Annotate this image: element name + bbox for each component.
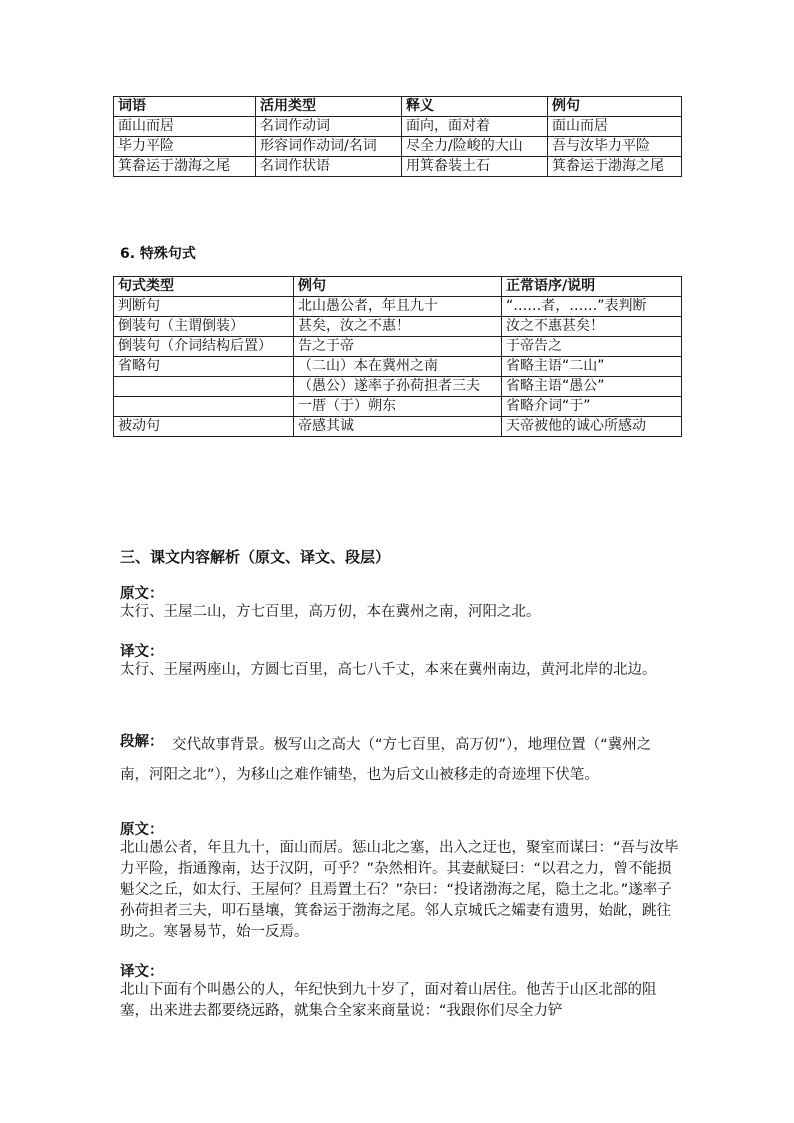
table-cell: 名词作动词 <box>256 117 402 137</box>
table-cell: 用箕畚装土石 <box>402 157 548 177</box>
translation-label: 译文： <box>120 644 164 660</box>
table-cell: 判断句 <box>114 297 294 317</box>
table-cell: 甚矣，汝之不惠！ <box>294 317 502 337</box>
header-cell: 例句 <box>294 277 502 297</box>
table-cell: 箕畚运于渤海之尾 <box>114 157 256 177</box>
table-cell: 面山而居 <box>548 117 682 137</box>
table-cell: 汝之不惠甚矣！ <box>502 317 682 337</box>
table-cell: 毕力平险 <box>114 137 256 157</box>
table-cell: 名词作状语 <box>256 157 402 177</box>
header-cell: 释义 <box>402 97 548 117</box>
table-row <box>114 297 682 317</box>
table-row <box>114 117 682 137</box>
table-cell: 倒装句（主谓倒装） <box>114 317 294 337</box>
table-cell: “……者，……”表判断 <box>502 297 682 317</box>
section-heading-special-sentences: 6. 特殊句式 <box>120 246 196 262</box>
table-cell: 形容词作动词/名词 <box>256 137 402 157</box>
table-row <box>114 397 682 417</box>
section-heading-text-analysis: 三、课文内容解析（原文、译文、段层） <box>120 548 391 566</box>
header-cell: 正常语序/说明 <box>502 277 682 297</box>
table-cell: （愚公）遂率子孙荷担者三夫 <box>294 377 502 397</box>
table-row <box>114 357 682 377</box>
table-cell: 面山而居 <box>114 117 256 137</box>
header-cell: 活用类型 <box>256 97 402 117</box>
translation-text: 太行、王屋两座山，方圆七百里，高七八千丈，本来在冀州南边，黄河北岸的北边。 <box>120 662 657 678</box>
table-cell: 帝感其诚 <box>294 417 502 437</box>
table-cell <box>114 377 294 397</box>
table-header-row <box>114 277 682 297</box>
table-row <box>114 137 682 157</box>
table-cell: 省略介词“于” <box>502 397 682 417</box>
table-cell <box>114 397 294 417</box>
table-cell: 面向，面对着 <box>402 117 548 137</box>
analysis-text: 交代故事背景。极写山之高大（“方七百里，高万仞”），地理位置（“冀州之南，河阳之北”），为移山之难作铺垫，也为后文山被移走的奇迹埋下伏笔。 <box>120 737 652 783</box>
table-cell: 省略主语“愚公” <box>502 377 682 397</box>
header-cell: 例句 <box>548 97 682 117</box>
table-cell: 省略句 <box>114 357 294 377</box>
table-cell: 天帝被他的诚心所感动 <box>502 417 682 437</box>
table-cell: 尽全力/险峻的大山 <box>402 137 548 157</box>
table-cell: 一厝（于）朔东 <box>294 397 502 417</box>
translation-text: 北山下面有个叫愚公的人，年纪快到九十岁了，面对着山居住。他苦于山区北部的阻塞，出来进去都要绕远路，就集合全家来商量说：“我跟你们尽全力铲 <box>120 982 657 1019</box>
sentence-pattern-table <box>113 276 682 437</box>
analysis-label: 段解： <box>120 734 164 750</box>
table-cell: 被动句 <box>114 417 294 437</box>
table-cell: 箕畚运于渤海之尾 <box>548 157 682 177</box>
table-cell: 吾与汝毕力平险 <box>548 137 682 157</box>
original-label: 原文： <box>120 822 164 838</box>
translation-label: 译文： <box>120 964 164 980</box>
table-cell: 于帝告之 <box>502 337 682 357</box>
original-text: 太行、王屋二山，方七百里，高万仞，本在冀州之南，河阳之北。 <box>120 604 541 620</box>
word-usage-table <box>113 96 682 177</box>
table-cell: 倒装句（介词结构后置） <box>114 337 294 357</box>
table-row <box>114 337 682 357</box>
table-cell: 告之于帝 <box>294 337 502 357</box>
table-header-row <box>114 97 682 117</box>
original-text: 北山愚公者，年且九十，面山而居。惩山北之塞，出入之迂也，聚室而谋曰：“吾与汝毕力平险，指通豫南，达于汉阴，可乎？”杂然相许。其妻献疑曰：“以君之力，曾不能损魁父之丘，如太行、王屋何？且焉置土石？”杂曰：“投诸渤海之尾，隐土之北。”遂率子孙荷担者三夫，叩石垦壤，箕畚运于渤海之尾。邻人京城氏之孀妻有遗男，始龀，跳往助之。寒暑易节，始一反焉。 <box>120 840 679 940</box>
table-row <box>114 157 682 177</box>
header-cell: 句式类型 <box>114 277 294 297</box>
table-cell: 北山愚公者，年且九十 <box>294 297 502 317</box>
table-cell: 省略主语“二山” <box>502 357 682 377</box>
table-row <box>114 377 682 397</box>
original-label: 原文： <box>120 586 164 602</box>
table-row <box>114 317 682 337</box>
table-row <box>114 417 682 437</box>
header-cell: 词语 <box>114 97 256 117</box>
table-cell: （二山）本在冀州之南 <box>294 357 502 377</box>
